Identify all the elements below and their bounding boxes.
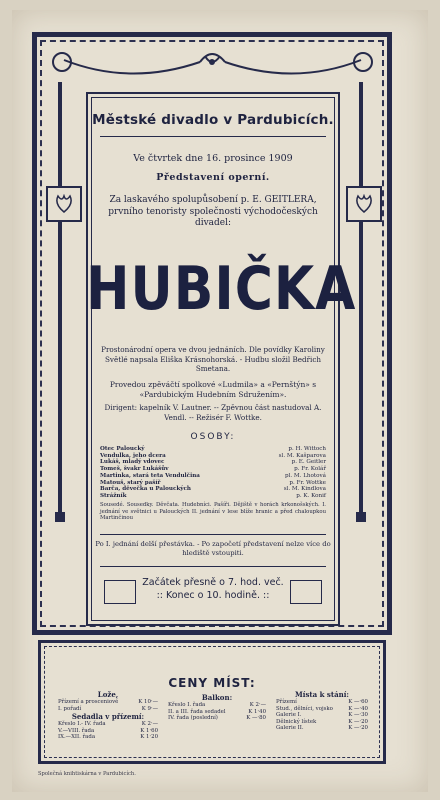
end-time-text: :: Konec o 10. hodině. :: [156,590,270,601]
price-label: Křeslo I. řada [168,702,206,708]
cast-row [100,493,326,500]
cast-actor: p. Fr. Kolář [294,466,326,473]
right-palmette-icon [346,186,382,222]
performance-type: Představení operní. [156,172,270,183]
opera-title: HUBIČKA [86,255,357,324]
start-time [86,576,340,602]
cast-role: Barča, děvečka u Palouckých [100,486,191,493]
cast-actor: sl. M. Kindlova [283,486,326,493]
cast-heading: OSOBY: [190,432,236,442]
price-label: Galerie II. [276,725,304,731]
price-value: K 2·— [249,702,266,708]
cast-actor: sl. M. Kašparova [278,452,326,459]
price-label: Křeslo I.- IV. řada [58,721,106,727]
garland-ornament [40,40,385,90]
divider [100,136,326,137]
price-row [58,734,158,741]
sedadla-heading: Sedadla v přízemí: [71,712,145,721]
price-row [168,715,266,722]
cast-row [100,466,326,473]
price-label: Stud., dělníci, vojsko [276,705,333,712]
cast-actor: p. H. Wittoch [288,446,326,452]
price-label: II. a III. řada sedadel [168,708,226,715]
loze-heading: Lože, [97,690,119,699]
cast-row [100,486,326,493]
price-label: Galerie I. [276,712,302,718]
printer-imprint: Společná knihtiskárna v Pardubicích. [38,771,136,777]
choir-note: Provedou zpěváčtí spolkové «Ludmila» a «Pernštýn» s «Pardubickým Hudebním Sdružením». [109,380,317,399]
prices-loze [58,690,158,741]
cast-row [100,473,326,480]
price-value: K —·40 [348,705,368,712]
price-value: K 2·— [141,721,158,727]
cast-list [100,446,326,500]
price-value: K —·20 [348,718,368,725]
price-value: K —·30 [348,712,368,718]
cast-actor: pl. M. Lhotová [284,472,326,479]
prices-title: CENY MÍST: [168,676,256,690]
price-label: I. pořadí [58,705,82,712]
scene-note: Sousedé. Sousedky. Děvčata. Hudebníci. Pašíři. Dějiště v horách krkonošských. I. jednání ve světnici u Palouckých II. jednání v lese blíže hranic a před chaloupkou Martinčinou [100,502,326,522]
intermission-note: Po I. jednání delší přestávka. - Po započetí představení nelze více do hlediště vstoupiti. [95,540,331,558]
cast-role: Tomeš, švakr Lukášův [100,466,169,473]
price-label: Přízemí [276,699,297,705]
price-value: K 1·60 [140,727,158,734]
prices-stani [276,690,368,732]
price-value: K 10·— [138,699,158,705]
balkon-heading: Balkon: [201,693,233,702]
opera-description: Prostonárodní opera ve dvou jednáních. Dle povídky Karoliny Světlé napsala Eliška Krásnohorská. - Hudbu složil Bedřich Smetana. [101,345,325,374]
cast-role: Strážník [100,492,127,499]
cast-row [100,446,326,453]
price-value: K —·20 [348,725,368,731]
left-pillar-ornament [52,82,68,522]
price-label: V.—VIII. řada [58,727,95,734]
prices-balkon [168,693,266,722]
divider [100,566,326,567]
start-time-text: Začátek přesně o 7. hod. več. [142,577,284,588]
cast-role: Otec Paloucký [100,446,145,452]
price-label: IV. řada (poslední) [168,715,218,721]
cast-role: Martinka, stará teta Vendulčina [100,472,200,479]
cooperation-note: Za laskavého spolupůsobení p. E. GEITLERA, prvního tenoristy společnosti východočeských divadel: [108,195,318,228]
price-label: Dělnický lístek [276,718,317,725]
cast-role: Vendulka, jeho dcera [100,452,166,459]
cast-actor: p. E. Geitler [291,459,326,466]
performance-date: Ve čtvrtek dne 16. prosince 1909 [133,153,293,164]
divider [100,534,326,535]
price-value: K —·80 [246,715,266,721]
price-label: Přízemí a prosceniové [58,699,119,705]
cast-actor: p. K. Konif [296,492,326,499]
conductor-note: Dirigent: kapelník V. Lautner. -- Zpěvnou část nastudoval A. Vendl. -- Režisér F. Wottke. [104,403,322,422]
price-value: K 9·— [141,705,158,712]
price-row [276,725,368,732]
price-label: IX.—XII. řada [58,734,96,740]
stani-heading: Místa k stání: [295,690,349,699]
cast-actor: p. Fr. Wottke [289,479,326,486]
price-value: K 1·20 [140,734,158,740]
price-value: K —·60 [348,699,368,705]
cast-role: Lukáš, mladý vdovec [100,459,165,466]
cast-role: Matouš, starý pašíř [100,479,161,486]
left-palmette-icon [46,186,82,222]
price-value: K 1·40 [248,708,266,715]
theatre-name: Městské divadlo v Pardubicích. [92,112,334,128]
